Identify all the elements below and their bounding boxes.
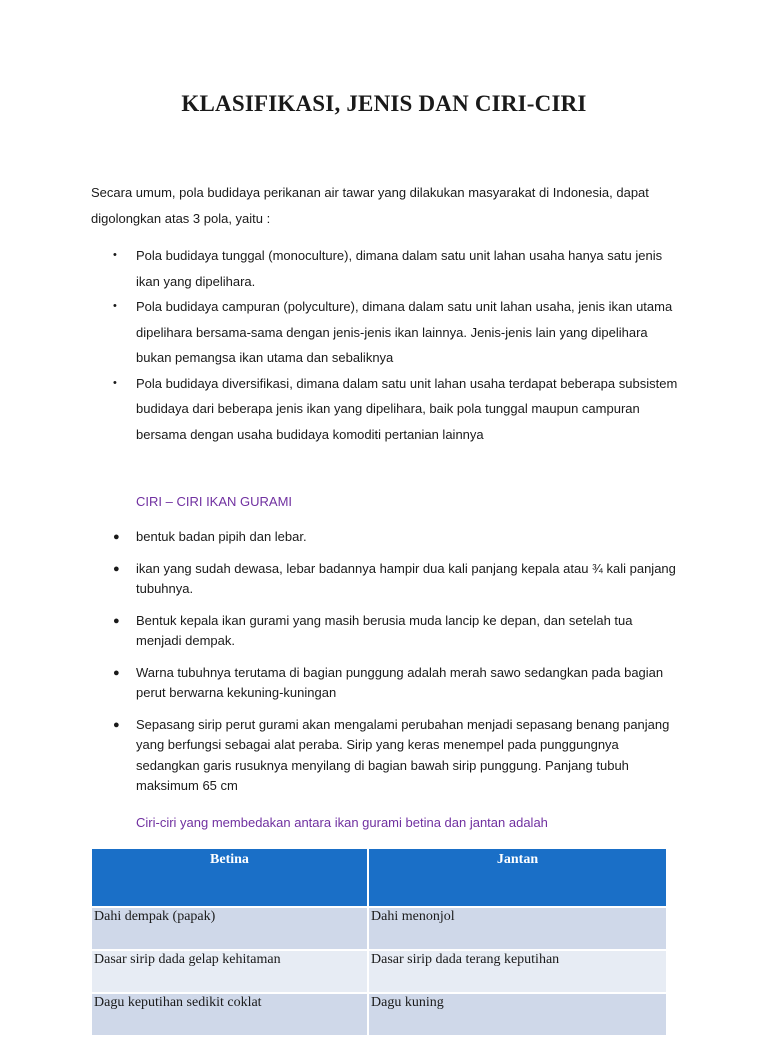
table-row — [91, 907, 667, 950]
table-cell: Dahi menonjol — [368, 907, 667, 950]
table-row — [91, 993, 667, 1036]
table-cell: Dasar sirip dada terang keputihan — [368, 950, 667, 993]
list-item — [0, 715, 681, 797]
bullet-icon: ● — [113, 531, 120, 543]
list-item — [0, 663, 681, 704]
list-item-text: Pola budidaya campuran (polyculture), dimana dalam satu unit lahan usaha, jenis ikan utama dipelihara bersama-sama dengan jenis-jenis ikan lainnya. Jenis-jenis lain yang dipelihara bukan pemangsa ikan utama dan sebaliknya — [136, 299, 673, 365]
ciri-heading: CIRI – CIRI IKAN GURAMI — [136, 494, 293, 509]
table-heading: Ciri-ciri yang membedakan antara ikan gurami betina dan jantan adalah — [136, 815, 548, 830]
list-item-text: Pola budidaya diversifikasi, dimana dalam satu unit lahan usaha terdapat beberapa subsistem budidaya dari beberapa jenis ikan yang dipelihara, baik pola tunggal maupun campuran bersama dengan usaha budidaya komoditi pertanian lainnya — [136, 375, 678, 442]
list-item — [0, 243, 681, 294]
page-title: KLASIFIKASI, JENIS DAN CIRI-CIRI — [181, 91, 587, 116]
bullet-icon: • — [113, 376, 117, 389]
bullet-icon: • — [113, 300, 117, 312]
table-cell: Dahi dempak (papak) — [91, 907, 368, 950]
list-item-text: Bentuk kepala ikan gurami yang masih berusia muda lancip ke depan, dan setelah tua menjadi dempak. — [136, 612, 633, 648]
list-item — [0, 527, 681, 548]
list-item — [0, 371, 681, 448]
bullet-icon: ● — [113, 614, 120, 627]
list-item-text: Pola budidaya tunggal (monoculture), dimana dalam satu unit lahan usaha hanya satu jenis ikan yang dipelihara. — [136, 248, 663, 289]
header-cell-betina: Betina — [91, 848, 368, 907]
list-item — [0, 294, 681, 371]
table-cell: Dasar sirip dada gelap kehitaman — [91, 950, 368, 993]
pola-list — [0, 243, 768, 447]
list-item-text: ikan yang sudah dewasa, lebar badannya hampir dua kali panjang kepala atau ¾ kali panjang tubuhnya. — [136, 560, 676, 596]
list-item — [0, 559, 681, 600]
table-cell: Dagu keputihan sedikit coklat — [91, 993, 368, 1036]
list-item-text: bentuk badan pipih dan lebar. — [136, 529, 307, 544]
ciri-list — [0, 527, 768, 808]
bullet-icon: • — [113, 249, 117, 261]
list-item-text: Warna tubuhnya terutama di bagian punggung adalah merah sawo sedangkan pada bagian perut berwarna kekuning-kuningan — [136, 664, 664, 700]
table-cell: Dagu kuning — [368, 993, 667, 1036]
comparison-table — [90, 847, 668, 1037]
bullet-icon: ● — [113, 666, 120, 679]
table-header-row — [91, 848, 667, 907]
list-item-text: Sepasang sirip perut gurami akan mengalami perubahan menjadi sepasang benang panjang yang berfungsi sebagai alat peraba. Sirip yang keras menempel pada punggungnya sedangkan garis rusuknya menyilang di bagian bawah sirip punggung. Panjang tubuh maksimum 65 cm — [136, 716, 670, 793]
table-row — [91, 950, 667, 993]
header-cell-jantan: Jantan — [368, 848, 667, 907]
intro-paragraph: Secara umum, pola budidaya perikanan air tawar yang dilakukan masyarakat di Indonesia, dapat digolongkan atas 3 pola, yaitu : — [91, 185, 649, 226]
bullet-icon: ● — [113, 562, 120, 575]
bullet-icon: ● — [113, 718, 120, 731]
list-item — [0, 611, 681, 652]
